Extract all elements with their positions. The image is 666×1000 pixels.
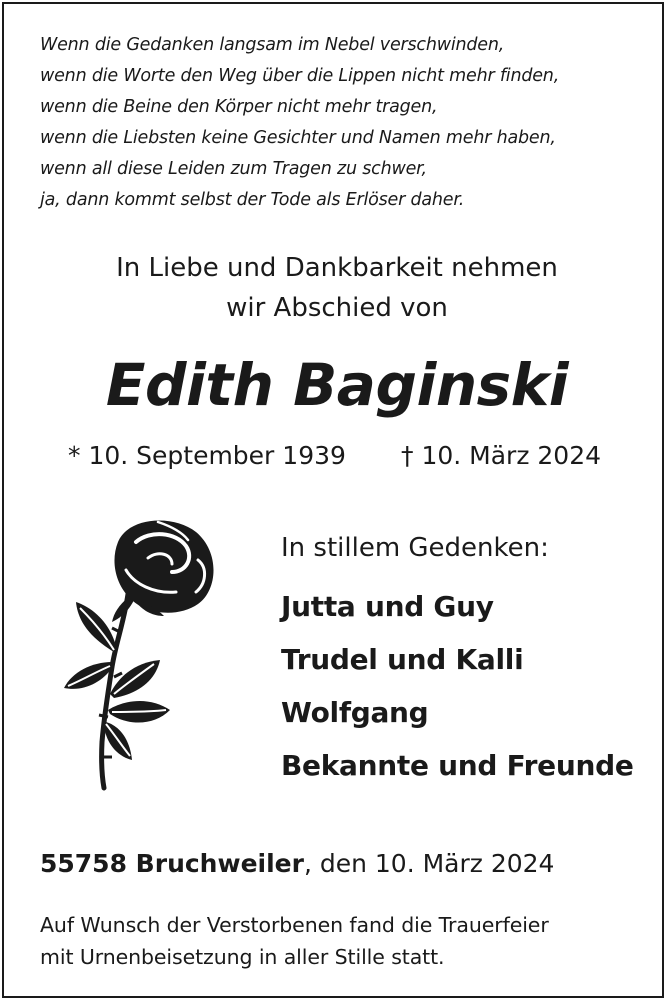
funeral-note — [40, 909, 549, 973]
mourner-name: Jutta und Guy — [281, 590, 494, 623]
poem-line: wenn die Beine den Körper nicht mehr tragen, — [40, 97, 438, 117]
note-line: Auf Wunsch der Verstorbenen fand die Trauerfeier — [40, 913, 549, 937]
farewell-intro — [4, 248, 666, 328]
intro-line: In Liebe und Dankbarkeit nehmen — [116, 253, 558, 283]
mourner-name: Trudel und Kalli — [281, 643, 524, 676]
mourner-name: Bekannte und Freunde — [281, 749, 634, 782]
intro-line: wir Abschied von — [226, 293, 448, 323]
poem-line: wenn die Worte den Weg über die Lippen nicht mehr finden, — [40, 66, 560, 86]
death-date: † 10. März 2024 — [401, 441, 602, 470]
mourner-name: Wolfgang — [281, 696, 429, 729]
poem-line: ja, dann kommt selbst der Tode als Erlöser daher. — [40, 190, 465, 210]
place: 55758 Bruchweiler — [40, 849, 304, 878]
poem-line: Wenn die Gedanken langsam im Nebel verschwinden, — [40, 35, 505, 55]
place-and-date — [40, 844, 554, 884]
birth-date: * 10. September 1939 — [68, 441, 346, 470]
deceased-name: Edith Baginski — [105, 351, 569, 419]
mourners-heading: In stillem Gedenken: — [281, 533, 549, 563]
poem-line: wenn all diese Leiden zum Tragen zu schwer, — [40, 159, 427, 179]
rose-icon — [58, 512, 218, 794]
poem — [40, 30, 559, 216]
notice-date: , den 10. März 2024 — [303, 849, 555, 878]
obituary-card — [2, 2, 664, 998]
poem-line: wenn die Liebsten keine Gesichter und Namen mehr haben, — [40, 128, 556, 148]
mourners — [281, 528, 634, 792]
note-line: mit Urnenbeisetzung in aller Stille statt. — [40, 945, 445, 969]
